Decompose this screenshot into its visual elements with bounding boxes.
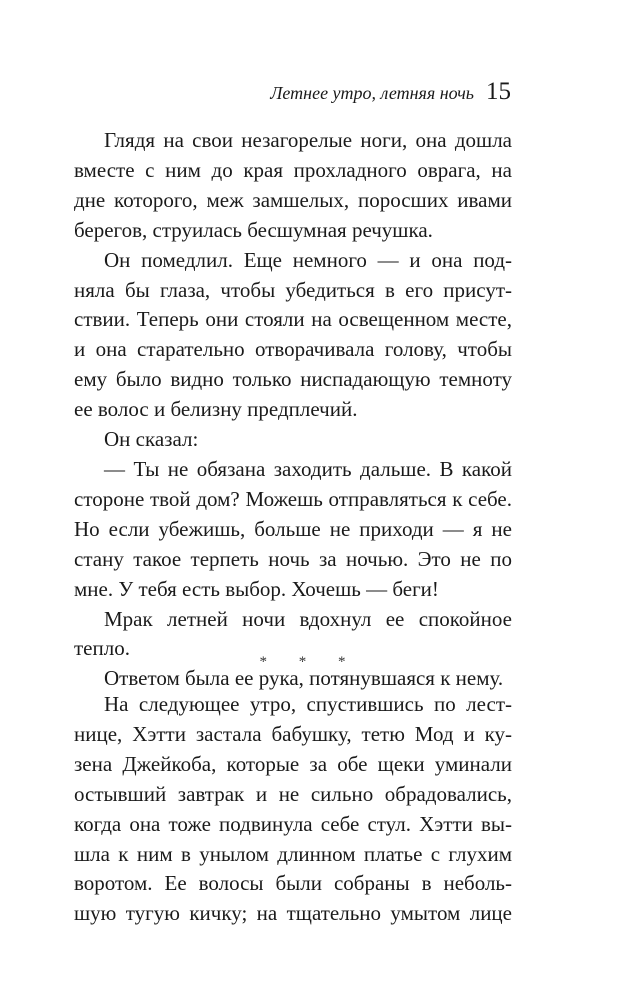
paragraph [74,246,512,425]
text-line: вместе с ним до края прохладного оврага, на [74,157,512,182]
text-line: ему было видно только ниспадающую темноту [74,367,512,392]
text-line: ее волос и белизну предплечий. [74,397,358,422]
paragraph [74,455,512,605]
text-line: Но если убежишь, больше не приходи — я не [74,516,512,541]
text-line: Глядя на свои незагорелые ноги, она дошла [104,128,512,152]
running-head [0,78,511,106]
text-line: няла бы глаза, чтобы убедиться в его присут- [74,277,512,302]
text-line: тепло. [74,636,130,661]
text-line: воротом. Ее волосы были собраны в неболь- [74,871,512,896]
text-line: берегов, струилась бесшумная речушка. [74,217,433,242]
paragraph [74,690,512,929]
running-title: Летнее утро, летняя ночь [270,83,474,103]
text-line: шую тугую кичку; на тщательно умытом лице [74,901,512,926]
text-line: остывший завтрак и не сильно обрадовались, [74,781,512,806]
text-line: На следующее утро, спустившись по лест- [104,692,512,716]
text-line: шла к ним в унылом длинном платье с глухим [74,841,512,866]
text-line: Он сказал: [104,427,199,452]
text-line: Ответом была ее рука, потянувшаяся к нему. [104,666,504,691]
text-line: нице, Хэтти застала бабушку, тетю Мод и ку- [74,721,512,746]
section-separator: * * * [259,654,360,670]
page-number: 15 [486,78,511,105]
text-line: мне. У тебя есть выбор. Хочешь — беги! [74,576,439,601]
text-line: Он помедлил. Еще немного — и она под- [104,247,512,272]
text-block-before-break [74,126,512,694]
text-line: стану такое терпеть ночь за ночью. Это не по [74,546,512,571]
paragraph [74,425,512,455]
text-block-after-break [74,690,512,929]
text-line: зена Джейкоба, которые за обе щеки уминали [74,751,512,776]
text-line: Мрак летней ночи вдохнул ее спокойное [104,606,512,631]
text-line: ствии. Теперь они стояли на освещенном месте, [74,307,512,332]
text-line: дне которого, меж замшелых, поросших ивами [74,187,512,212]
text-line: когда она тоже подвинула себе стул. Хэтти вы- [74,811,512,836]
text-line: и она старательно отворачивала голову, чтобы [74,337,512,362]
paragraph [74,126,512,246]
text-line: — Ты не обязана заходить дальше. В какой [104,456,512,481]
text-line: стороне твой дом? Можешь отправляться к себе. [74,486,512,511]
